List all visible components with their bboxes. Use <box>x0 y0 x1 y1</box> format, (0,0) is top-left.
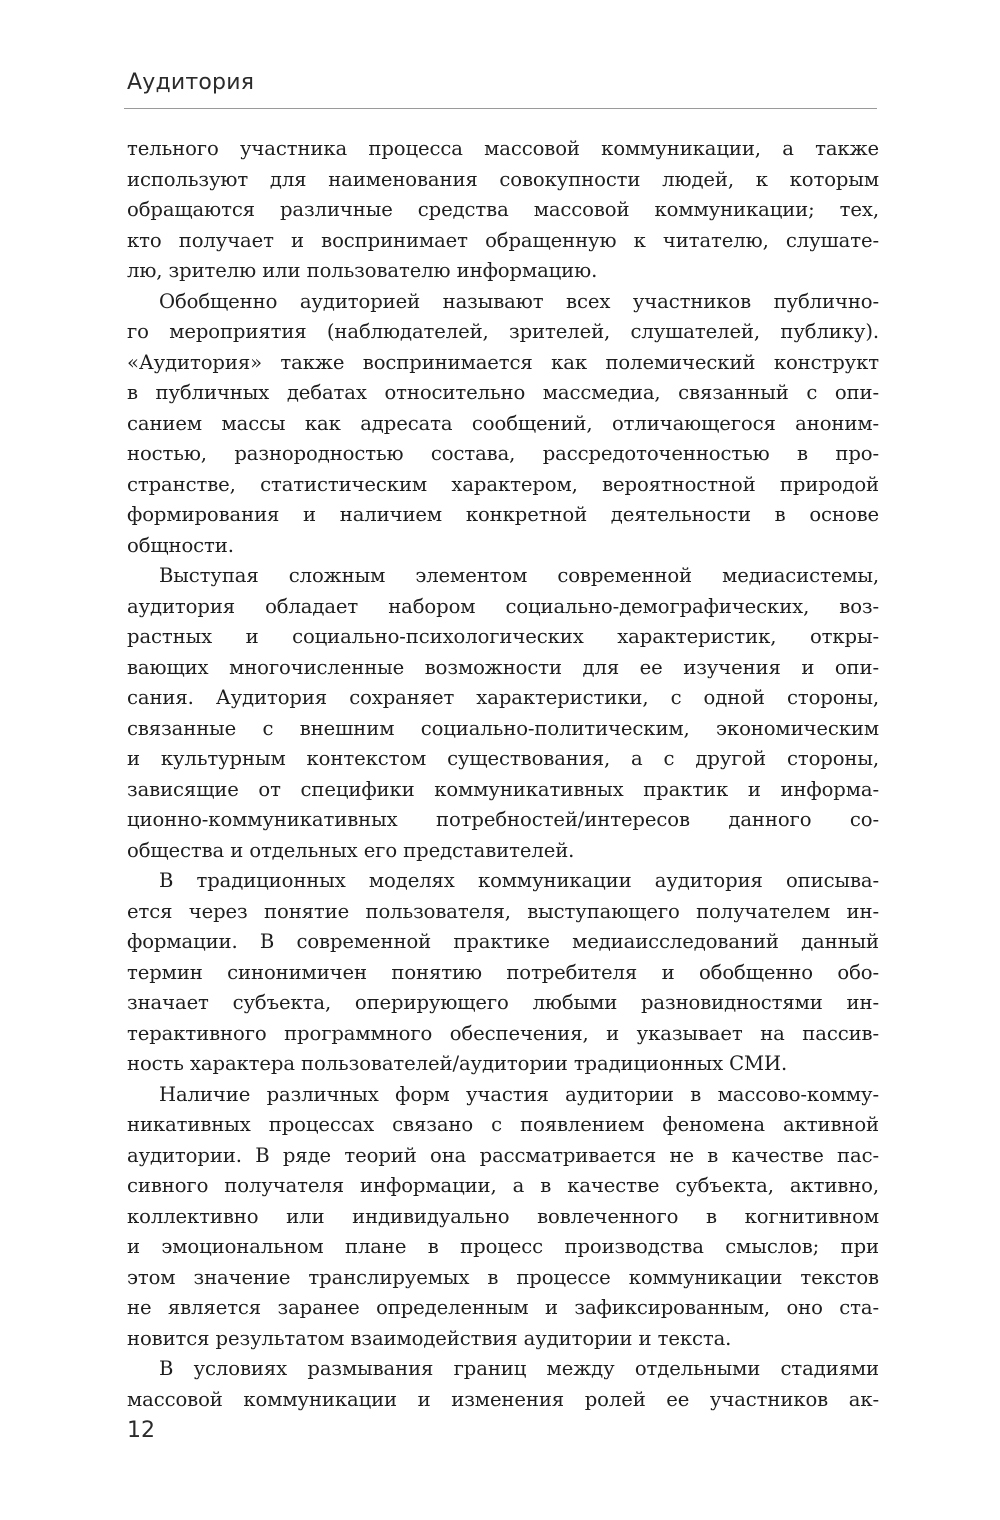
text-line: терактивного программного обеспечения, и указывает на пассив- <box>127 1021 879 1045</box>
text-line: массовой коммуникации и изменения ролей ее участников ак- <box>127 1387 879 1411</box>
text-line: В традиционных моделях коммуникации аудитория описыва- <box>159 869 879 892</box>
page-number: 12 <box>127 1418 155 1443</box>
paragraph-4 <box>127 866 879 1080</box>
text-line: тельного участника процесса массовой коммуникации, а также <box>127 137 879 160</box>
text-line: и эмоциональном плане в процесс производства смыслов; при <box>127 1235 879 1258</box>
text-line: растных и социально-психологических характеристик, откры- <box>127 625 879 648</box>
text-line: вающих многочисленные возможности для ее изучения и опи- <box>127 655 879 679</box>
paragraph-3 <box>127 561 879 866</box>
text-line: сания. Аудитория сохраняет характеристики, с одной стороны, <box>127 686 879 709</box>
paragraph-1 <box>127 134 879 287</box>
header-rule <box>124 108 877 109</box>
text-line: лю, зрителю или пользователю информацию. <box>127 259 598 282</box>
text-line: обращаются различные средства массовой коммуникации; тех, <box>127 198 879 221</box>
running-head: Аудитория <box>127 70 255 95</box>
text-line: ется через понятие пользователя, выступающего получателем ин- <box>127 899 879 923</box>
text-line: странстве, статистическим характером, вероятностной природой <box>127 472 879 496</box>
text-line: никативных процессах связано с появлением феномена активной <box>127 1113 879 1136</box>
text-line: коллективно или индивидуально вовлеченного в когнитивном <box>127 1204 879 1228</box>
text-line: Обобщенно аудиторией называют всех участников публично- <box>159 289 879 313</box>
text-line: и культурным контекстом существования, а с другой стороны, <box>127 747 879 770</box>
paragraph-5 <box>127 1080 879 1355</box>
text-line: термин синонимичен понятию потребителя и обобщенно обо- <box>127 960 879 984</box>
text-line: ностью, разнородностью состава, рассредоточенностью в про- <box>127 442 879 465</box>
text-line: Наличие различных форм участия аудитории в массово-комму- <box>159 1082 879 1106</box>
text-line: аудитория обладает набором социально-демографических, воз- <box>127 594 879 618</box>
text-line: не является заранее определенным и зафиксированным, оно ста- <box>127 1296 879 1319</box>
paragraph-6 <box>127 1354 879 1415</box>
text-line: Выступая сложным элементом современной медиасистемы, <box>159 564 879 587</box>
text-line: «Аудитория» также воспринимается как полемический конструкт <box>127 350 879 374</box>
text-line: сивного получателя информации, а в качестве субъекта, активно, <box>127 1174 879 1197</box>
text-line: общества и отдельных его представителей. <box>127 838 575 862</box>
text-line: кто получает и воспринимает обращенную к читателю, слушате- <box>127 228 879 252</box>
body-text <box>127 134 879 1415</box>
text-line: го мероприятия (наблюдателей, зрителей, слушателей, публику). <box>127 320 879 343</box>
text-line: ность характера пользователей/аудитории традиционных СМИ. <box>127 1052 788 1075</box>
text-line: ционно-коммуникативных потребностей/интересов данного со- <box>127 808 879 831</box>
text-line: значает субъекта, оперирующего любыми разновидностями ин- <box>127 991 879 1014</box>
text-line: связанные с внешним социально-политическим, экономическим <box>127 716 879 740</box>
text-line: формации. В современной практике медиаисследований данный <box>127 930 879 953</box>
paragraph-2 <box>127 287 879 562</box>
text-line: этом значение транслируемых в процессе коммуникации текстов <box>127 1265 879 1289</box>
text-line: в публичных дебатах относительно массмедиа, связанный с опи- <box>127 381 879 404</box>
text-line: зависящие от специфики коммуникативных практик и информа- <box>127 777 879 801</box>
text-line: санием массы как адресата сообщений, отличающегося аноним- <box>127 411 879 435</box>
text-line: используют для наименования совокупности людей, к которым <box>127 167 879 191</box>
text-line: В условиях размывания границ между отдельными стадиями <box>159 1357 879 1380</box>
text-line: аудитории. В ряде теорий она рассматривается не в качестве пас- <box>127 1143 879 1167</box>
text-line: общности. <box>127 533 234 557</box>
text-line: формирования и наличием конкретной деятельности в основе <box>127 503 879 526</box>
text-line: новится результатом взаимодействия аудитории и текста. <box>127 1326 732 1350</box>
